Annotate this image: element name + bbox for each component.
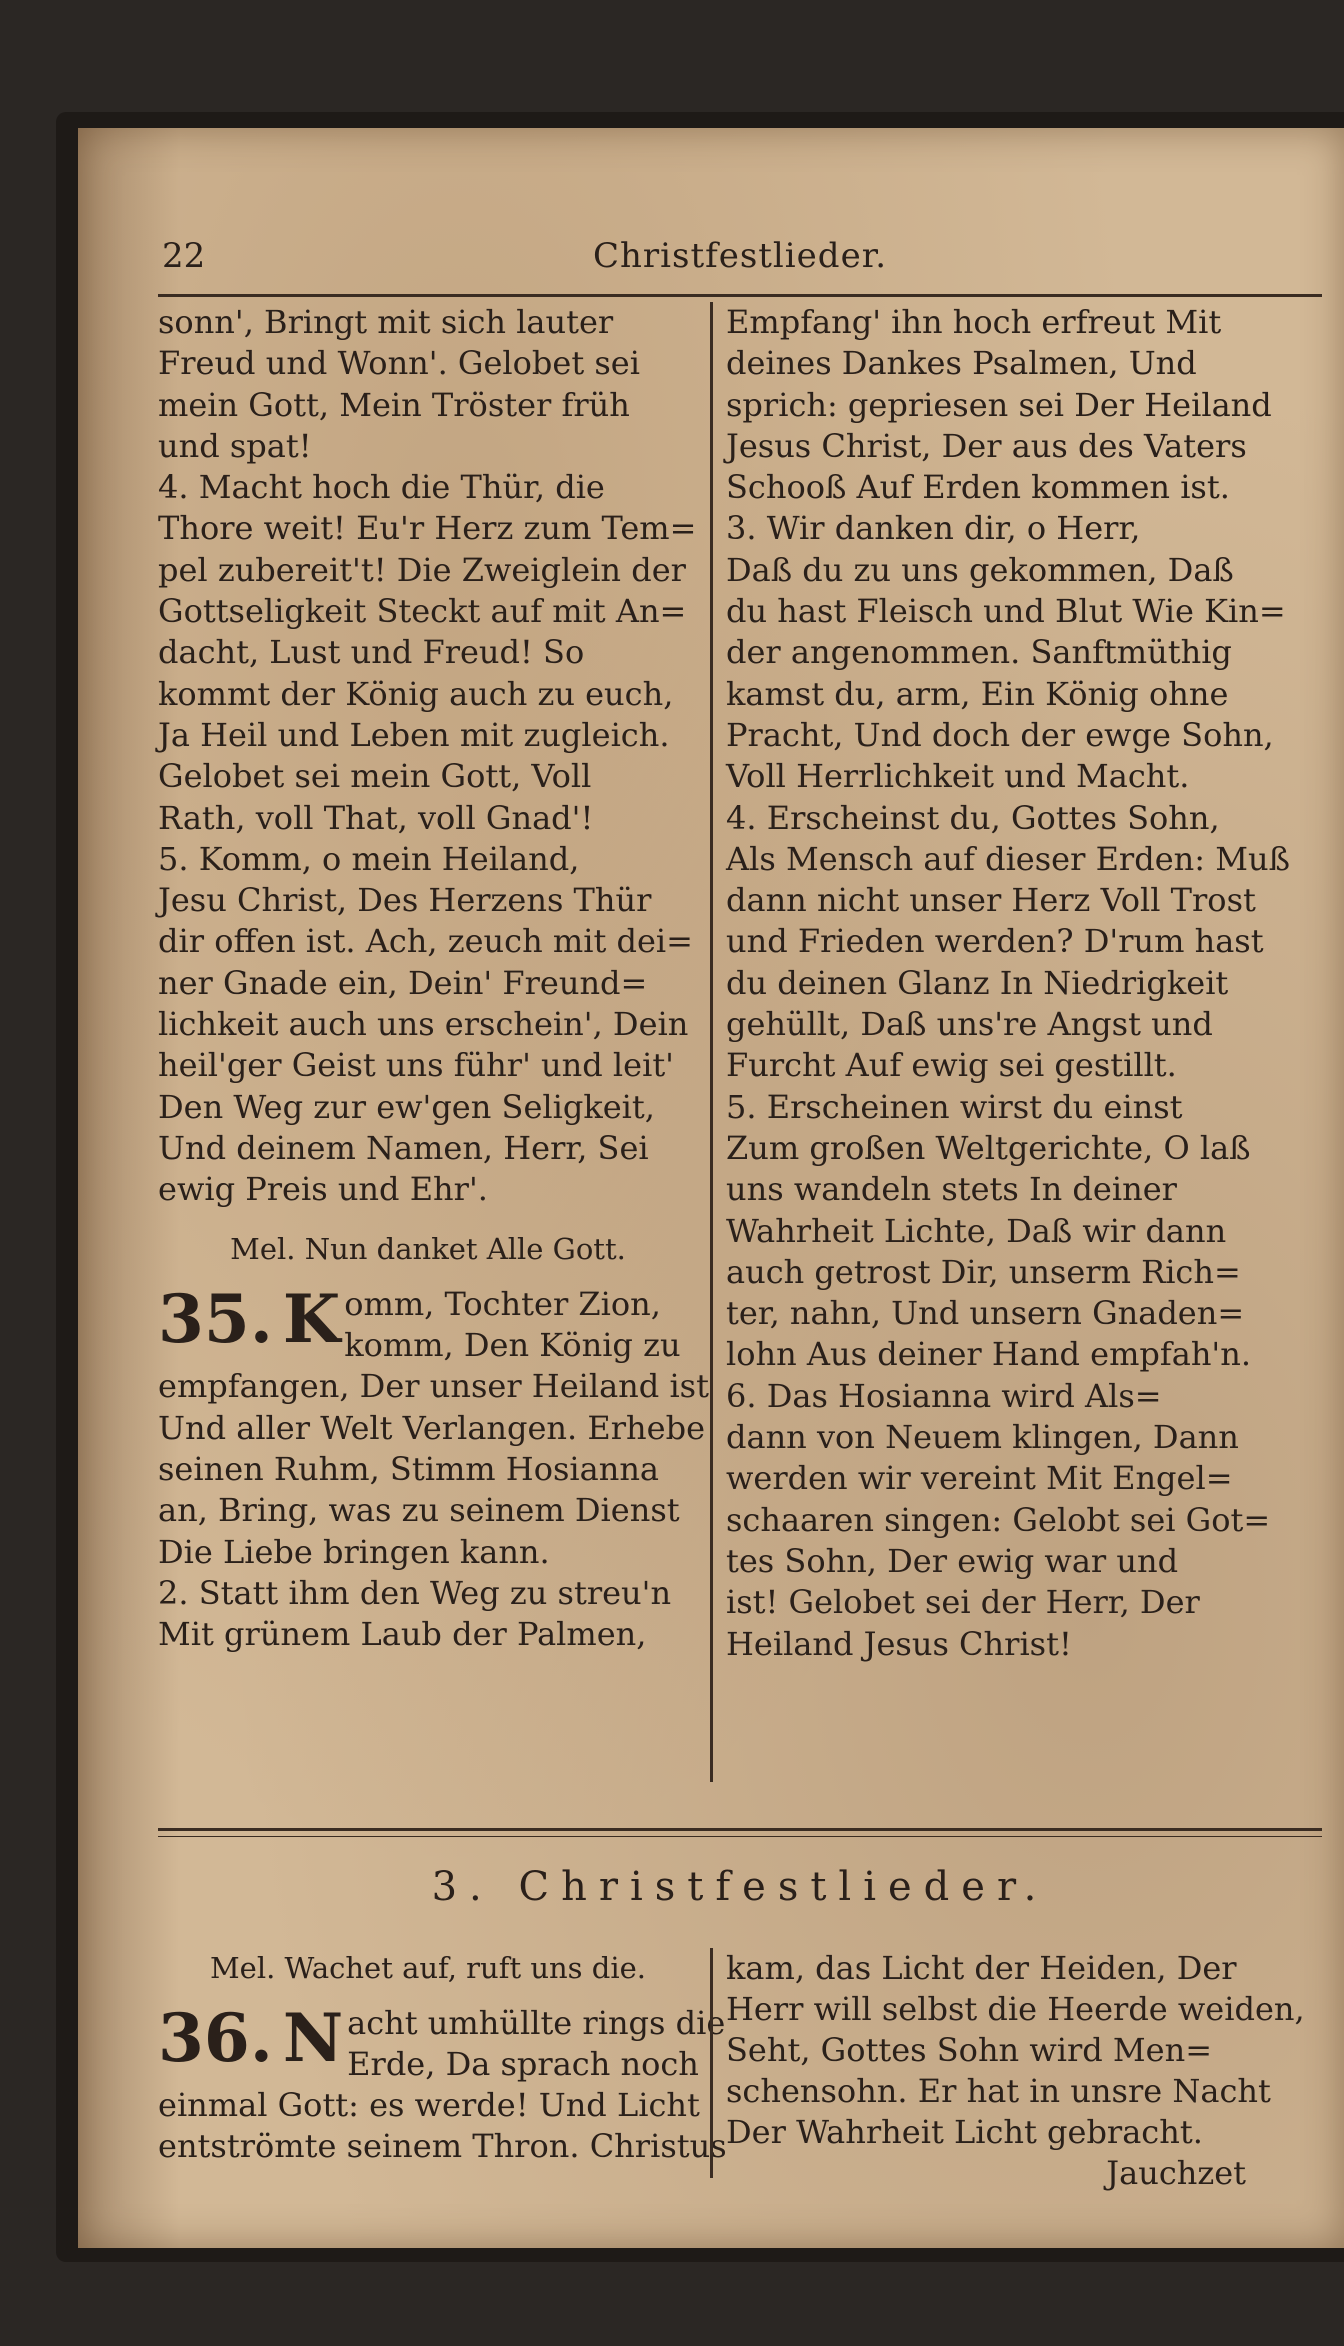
text-line: kamst du, arm, Ein König ohne (726, 674, 1229, 713)
text-line: kam, das Licht der Heiden, Der (726, 1949, 1237, 1987)
text-line: Herr will selbst die Heerde weiden, (726, 1990, 1305, 2028)
text-line: lichkeit auch uns erschein', Dein (158, 1005, 689, 1044)
text-line: 5. Erscheinen wirst du einst (726, 1087, 1183, 1126)
text-line: dann nicht unser Herz Voll Trost (726, 881, 1256, 920)
drop-initial: K (282, 1279, 341, 1358)
text-line: Voll Herrlichkeit und Macht. (726, 757, 1190, 796)
text-line: Schooß Auf Erden kommen ist. (726, 468, 1230, 507)
text-line: an, Bring, was zu seinem Dienst (158, 1491, 680, 1530)
text-line: Die Liebe bringen kann. (158, 1532, 550, 1571)
text-line: empfangen, Der unser Heiland ist (158, 1367, 709, 1406)
text-line: Jesu Christ, Des Herzens Thür (158, 881, 652, 920)
text-line: schensohn. Er hat in unsre Nacht (726, 2072, 1271, 2110)
text-line: kommt der König auch zu euch, (158, 674, 674, 713)
text-line: sonn', Bringt mit sich lauter (158, 303, 614, 341)
text-line: Und deinem Namen, Herr, Sei (158, 1128, 649, 1167)
text-line: tes Sohn, Der ewig war und (726, 1541, 1179, 1580)
main-columns (158, 302, 1322, 1782)
text-line: acht umhüllte rings die (347, 2004, 726, 2042)
text-line: Als Mensch auf dieser Erden: Muß (726, 839, 1290, 878)
hymn-number: 36. (158, 1999, 273, 2077)
text-line: du hast Fleisch und Blut Wie Kin= (726, 592, 1286, 631)
text-line: Furcht Auf ewig sei gestillt. (726, 1046, 1177, 1085)
text-line: komm, Den König zu (344, 1326, 681, 1365)
section-rule (158, 1828, 1322, 1831)
text-line: Mit grünem Laub der Palmen, (158, 1615, 647, 1654)
text-line: 4. Macht hoch die Thür, die (158, 468, 605, 507)
text-line: ewig Preis und Ehr'. (158, 1170, 488, 1209)
text-line: dir offen ist. Ach, zeuch mit dei= (158, 922, 693, 961)
text-line: Erde, Da sprach noch (347, 2045, 699, 2083)
text-line: 3. Wir danken dir, o Herr, (726, 509, 1141, 548)
hymn-number: 35. (158, 1279, 273, 1358)
text-line: Wahrheit Lichte, Daß wir dann (726, 1211, 1227, 1250)
text-line: entströmte seinem Thron. Christus (158, 2127, 727, 2165)
column-divider (710, 1948, 713, 2178)
text-line: Thore weit! Eu'r Herz zum Tem= (158, 509, 697, 548)
text-line: 6. Das Hosianna wird Als= (726, 1376, 1162, 1415)
bottom-right-column (726, 1948, 1305, 2194)
text-line: 2. Statt ihm den Weg zu streu'n (158, 1573, 672, 1612)
text-line: 4. Erscheinst du, Gottes Sohn, (726, 798, 1220, 837)
text-line: Rath, voll That, voll Gnad'! (158, 798, 594, 837)
text-line: auch getrost Dir, unserm Rich= (726, 1252, 1241, 1291)
bottom-left-column (158, 1948, 727, 2167)
text-line: Den Weg zur ew'gen Seligkeit, (158, 1087, 655, 1126)
hymn-36-start (158, 1999, 726, 2085)
running-head (158, 236, 1322, 296)
text-line: Heiland Jesus Christ! (726, 1624, 1072, 1663)
text-line: schaaren singen: Gelobt sei Got= (726, 1500, 1271, 1539)
running-title: Christfestlieder. (592, 236, 888, 276)
text-line: Jesus Christ, Der aus des Vaters (726, 426, 1247, 465)
page-number: 22 (162, 236, 206, 276)
bottom-columns (158, 1948, 1322, 2192)
text-line: ist! Gelobet sei der Herr, Der (726, 1583, 1200, 1622)
text-line: Daß du zu uns gekommen, Daß (726, 550, 1234, 589)
text-line: Pracht, Und doch der ewge Sohn, (726, 715, 1274, 754)
text-line: und Frieden werden? D'rum hast (726, 922, 1264, 961)
text-line: der angenommen. Sanftmüthig (726, 633, 1232, 672)
text-line: Und aller Welt Verlangen. Erhebe (158, 1408, 705, 1447)
hymn-35-start (158, 1279, 698, 1367)
catchword: Jauchzet (1106, 2154, 1246, 2192)
text-line: dacht, Lust und Freud! So (158, 633, 585, 672)
text-line: Gelobet sei mein Gott, Voll (158, 757, 592, 796)
text-line: ter, nahn, Und unsern Gnaden= (726, 1294, 1245, 1333)
melody-note: Mel. Nun danket Alle Gott. (230, 1231, 626, 1266)
text-line: uns wandeln stets In deiner (726, 1170, 1177, 1209)
drop-initial: N (282, 1999, 344, 2077)
text-line: und spat! (158, 426, 312, 465)
left-column (158, 302, 709, 1656)
text-line: mein Gott, Mein Tröster früh (158, 385, 630, 424)
section-rule-thin (158, 1836, 1322, 1837)
text-line: seinen Ruhm, Stimm Hosianna (158, 1450, 659, 1489)
text-line: lohn Aus deiner Hand empfah'n. (726, 1335, 1251, 1374)
text-line: Gottseligkeit Steckt auf mit An= (158, 592, 687, 631)
text-line: deines Dankes Psalmen, Und (726, 344, 1197, 383)
text-line: Freud und Wonn'. Gelobet sei (158, 344, 640, 383)
text-line: 5. Komm, o mein Heiland, (158, 839, 580, 878)
header-rule (158, 294, 1322, 297)
text-line: Zum großen Weltgerichte, O laß (726, 1128, 1251, 1167)
text-line: pel zubereit't! Die Zweiglein der (158, 550, 686, 589)
text-line: omm, Tochter Zion, (344, 1284, 661, 1323)
text-line: einmal Gott: es werde! Und Licht (158, 2086, 700, 2124)
text-line: Seht, Gottes Sohn wird Men= (726, 2031, 1213, 2069)
text-line: du deinen Glanz In Niedrigkeit (726, 963, 1229, 1002)
text-line: Der Wahrheit Licht gebracht. (726, 2113, 1203, 2151)
text-line: Ja Heil und Leben mit zugleich. (158, 715, 670, 754)
text-line: werden wir vereint Mit Engel= (726, 1459, 1233, 1498)
right-column (726, 302, 1290, 1665)
text-line: Empfang' ihn hoch erfreut Mit (726, 303, 1222, 341)
text-line: ner Gnade ein, Dein' Freund= (158, 963, 648, 1002)
text-line: heil'ger Geist uns führ' und leit' (158, 1046, 674, 1085)
melody-note: Mel. Wachet auf, ruft uns die. (209, 1951, 647, 1985)
text-line: gehüllt, Daß uns're Angst und (726, 1005, 1213, 1044)
column-divider (710, 302, 713, 1782)
section-title: 3. Christfestlieder. (431, 1864, 1049, 1910)
text-line: sprich: gepriesen sei Der Heiland (726, 385, 1272, 424)
text-line: dann von Neuem klingen, Dann (726, 1418, 1239, 1457)
